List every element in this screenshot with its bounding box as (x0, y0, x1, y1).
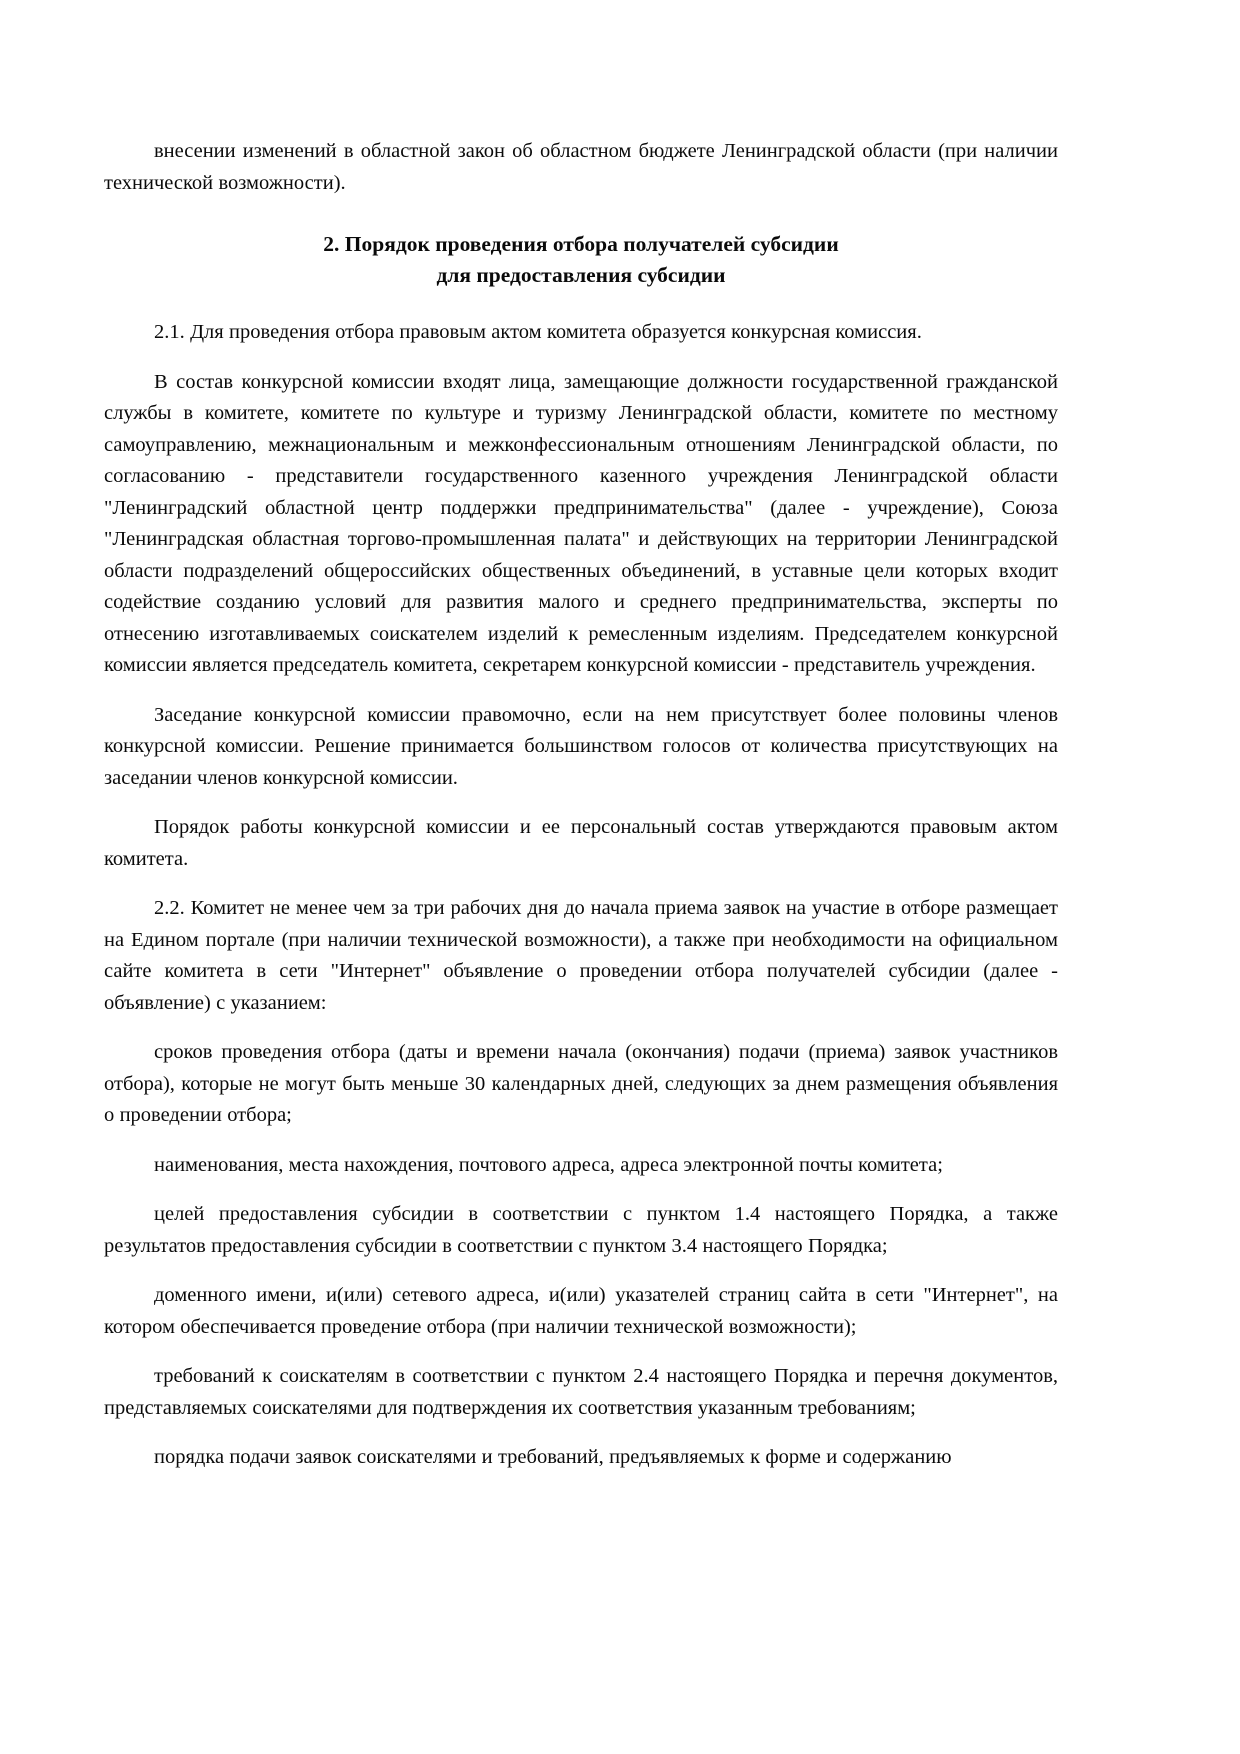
paragraph-2-1: 2.1. Для проведения отбора правовым актом комитета образуется конкурсная комиссия. (154, 321, 922, 343)
section-heading-line-2: для предоставления субсидии (436, 263, 726, 287)
paragraph-commission-composition: В состав конкурсной комиссии входят лица, замещающие должности государственной гражданской службы в комитете, комитете по культуре и туризму Ленинградской области, комитете по местному самоуправлению, межнациональным и межконфессиональным отношениям Ленинградской области, по согласованию - представители государственного казенного учреждения Ленинградской области "Ленинградский областной центр поддержки предпринимательства" (далее - учреждение), Союза "Ленинградская областная торгово-промышленная палата" и действующих на территории Ленинградской области подразделений общероссийских общественных объединений, в уставные цели которых входит содействие созданию условий для развития малого и среднего предпринимательства, эксперты по отнесению изготавливаемых соискателем изделий к ремесленным изделиям. Председателем конкурсной комиссии является председатель комитета, секретарем конкурсной комиссии - представитель учреждения. (104, 370, 1058, 676)
list-item-applicant-requirements: требований к соискателям в соответствии с пунктом 2.4 настоящего Порядка и перечня документов, представляемых соискателями для подтверждения их соответствия указанным требованиям; (104, 1365, 1058, 1419)
paragraph-work-order: Порядок работы конкурсной комиссии и ее персональный состав утверждаются правовым актом комитета. (104, 816, 1058, 870)
list-item-committee-contacts: наименования, места нахождения, почтового адреса, адреса электронной почты комитета; (154, 1153, 943, 1176)
list-item-submission-order: порядка подачи заявок соискателями и требований, предъявляемых к форме и содержанию (154, 1446, 952, 1468)
list-item-subsidy-goals: целей предоставления субсидии в соответствии с пунктом 1.4 настоящего Порядка, а также результатов предоставления субсидии в соответствии с пунктом 3.4 настоящего Порядка; (104, 1203, 1058, 1257)
continuation-paragraph: внесении изменений в областной закон об областном бюджете Ленинградской области (при наличии технической возможности). (104, 140, 1058, 194)
list-item-domain-name: доменного имени, и(или) сетевого адреса, и(или) указателей страниц сайта в сети "Интернет", на котором обеспечивается проведение отбора (при наличии технической возможности); (104, 1284, 1058, 1338)
paragraph-quorum: Заседание конкурсной комиссии правомочно, если на нем присутствует более половины членов конкурсной комиссии. Решение принимается большинством голосов от количества присутствующих на заседании членов конкурсной комиссии. (104, 703, 1058, 789)
list-item-selection-terms: сроков проведения отбора (даты и времени начала (окончания) подачи (приема) заявок участников отбора), которые не могут быть меньше 30 календарных дней, следующих за днем размещения объявления о проведении отбора; (104, 1041, 1058, 1126)
section-heading-line-1: 2. Порядок проведения отбора получателей субсидии (323, 232, 839, 256)
section-heading (104, 229, 1058, 291)
document-body (104, 136, 1058, 1474)
paragraph-2-2: 2.2. Комитет не менее чем за три рабочих дня до начала приема заявок на участие в отборе размещает на Едином портале (при наличии технической возможности), а также при необходимости на официальном сайте комитета в сети "Интернет" объявление о проведении отбора получателей субсидии (далее - объявление) с указанием: (104, 897, 1058, 1014)
